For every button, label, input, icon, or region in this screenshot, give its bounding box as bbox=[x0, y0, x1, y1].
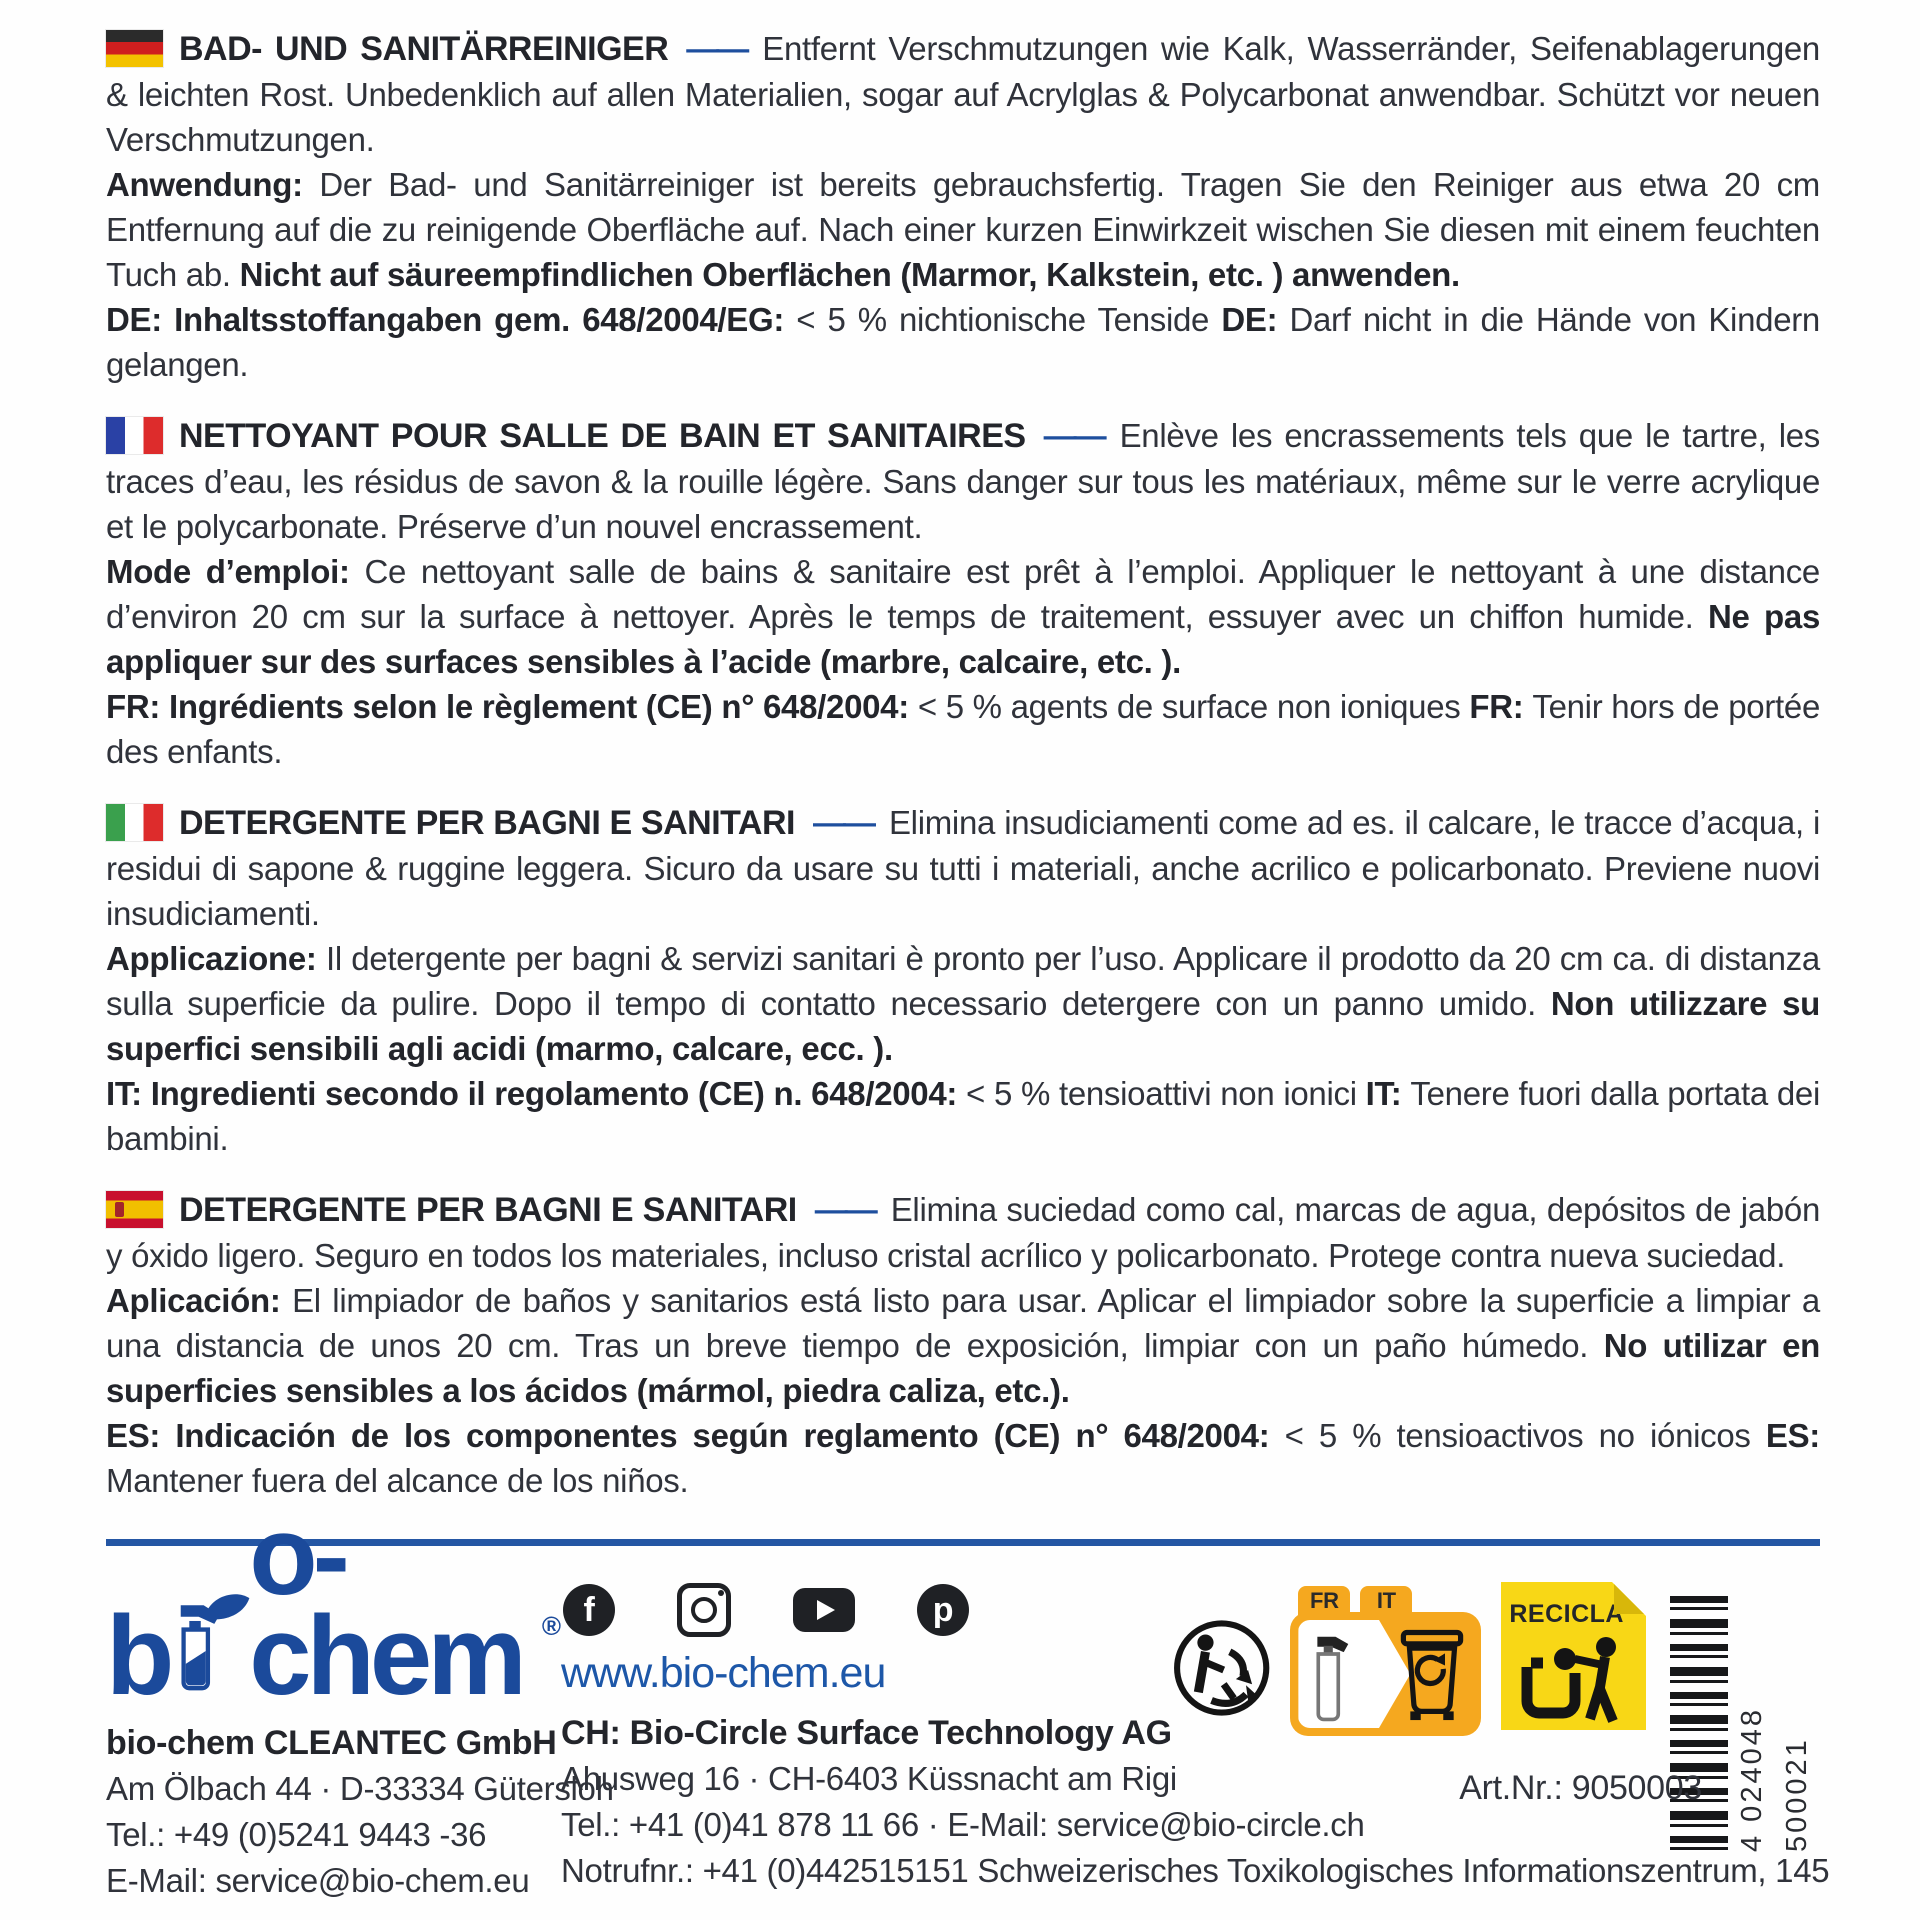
wheelie-bin-icon bbox=[1393, 1626, 1471, 1724]
paragraph bbox=[106, 1071, 1820, 1161]
instagram-icon[interactable] bbox=[677, 1583, 731, 1637]
pinterest-glyph: p bbox=[932, 1590, 954, 1629]
text-segment: FR: Ingrédients selon le règlement (CE) n° 648/2004: bbox=[106, 688, 918, 725]
biochem-logo bbox=[106, 1493, 561, 1718]
logo-text-left: b bbox=[106, 1593, 170, 1718]
facebook-icon[interactable] bbox=[563, 1584, 615, 1636]
sort-tab-it: IT bbox=[1360, 1586, 1412, 1620]
company-name-ch: CH: Bio-Circle Surface Technology AG bbox=[561, 1714, 1172, 1752]
social-icons-row bbox=[563, 1582, 1171, 1638]
section-title: BAD- UND SANITÄRREINIGER bbox=[179, 30, 669, 68]
de-flag-icon bbox=[106, 30, 163, 67]
paragraph bbox=[106, 26, 1820, 162]
paragraph bbox=[106, 684, 1820, 774]
dash-separator: —— bbox=[1043, 417, 1104, 454]
website-link[interactable]: www.bio-chem.eu bbox=[561, 1649, 886, 1697]
sections bbox=[106, 26, 1820, 1503]
section-title: NETTOYANT POUR SALLE DE BAIN ET SANITAIRES bbox=[179, 417, 1026, 455]
triman-recycling-icon bbox=[1171, 1616, 1272, 1720]
text-segment: Enlève les encrassements tels que le tartre, les traces d’eau, les résidus de savon & la rouille légère. Sans danger sur tous les matériaux, même sur le verre acrylique et le polycarbonate. Préserve d’un nouvel encrassement. bbox=[106, 417, 1820, 545]
es-flag-icon bbox=[106, 1191, 163, 1228]
company-email-de: E-Mail: service@bio-chem.eu bbox=[106, 1862, 530, 1899]
logo-text-right: o-chem bbox=[249, 1493, 522, 1718]
footer-company-de-block bbox=[106, 1493, 614, 1904]
text-segment: < 5 % tensioactivos no iónicos bbox=[1284, 1417, 1766, 1454]
spray-bottle-outline-icon bbox=[1308, 1624, 1354, 1724]
text-segment: Anwendung: bbox=[106, 166, 320, 203]
language-section-de bbox=[106, 26, 1820, 387]
dash-separator: —— bbox=[814, 1191, 875, 1228]
text-segment: < 5 % agents de surface non ioniques bbox=[917, 688, 1470, 725]
text-segment: IT: bbox=[1365, 1075, 1411, 1112]
text-segment: < 5 % tensioattivi non ionici bbox=[966, 1075, 1366, 1112]
fr-flag-icon bbox=[106, 417, 163, 454]
language-section-it bbox=[106, 800, 1820, 1161]
text-segment: Mantener fuera del alcance de los niños. bbox=[106, 1462, 689, 1499]
text-segment: IT: Ingredienti secondo il regolamento (CE) n. 648/2004: bbox=[106, 1075, 967, 1112]
paragraph bbox=[106, 1413, 1820, 1503]
text-segment: Der Bad- und Sanitärreiniger ist bereits gebrauchsfertig. Tragen Sie den Reiniger aus etwa 20 cm Entfernung auf die zu reinigende Oberfläche auf. Nach einer kurzen Einwirkzeit wischen Sie diesen mit einem feuchten Tuch ab. bbox=[106, 166, 1820, 293]
emergency-number: Notrufnr.: +41 (0)442515151 Schweizerisches Toxikologisches Informationszentrum, 145 bbox=[561, 1852, 1830, 1889]
recicla-label: RECICLA bbox=[1509, 1600, 1624, 1628]
language-section-es bbox=[106, 1187, 1820, 1503]
text-segment: ES: Indicación de los componentes según reglamento (CE) n° 648/2004: bbox=[106, 1417, 1285, 1454]
youtube-icon[interactable] bbox=[793, 1588, 855, 1632]
recycling-icons-row bbox=[1171, 1582, 1646, 1736]
language-section-fr bbox=[106, 413, 1820, 774]
text-segment: Mode d’emploi: bbox=[106, 553, 365, 590]
footer bbox=[106, 1493, 1830, 1904]
sort-tab-fr: FR bbox=[1298, 1586, 1350, 1620]
text-segment: ES: bbox=[1765, 1417, 1821, 1454]
text-segment: DE: bbox=[1221, 301, 1290, 338]
pinterest-icon[interactable] bbox=[917, 1584, 969, 1636]
text-segment: Darf nicht in die Hände von Kindern gelangen. bbox=[106, 301, 1820, 383]
recicla-icon bbox=[1501, 1582, 1646, 1730]
spray-bottle-leaf-icon bbox=[165, 1576, 251, 1706]
text-segment: No utilizar en superficies sensibles a los ácidos (mármol, piedra caliza, etc.). bbox=[106, 1327, 1820, 1409]
text-segment: Ce nettoyant salle de bains & sanitaire est prêt à l’emploi. Appliquer le nettoyant à une distance d’environ 20 cm sur la surface à nettoyer. Après le temps de traitement, essuyer avec un chiffon humide. bbox=[106, 553, 1820, 635]
section-title: DETERGENTE PER BAGNI E SANITARI bbox=[179, 804, 795, 842]
paragraph bbox=[106, 162, 1820, 297]
text-segment: Tenere fuori dalla portata dei bambini. bbox=[106, 1075, 1820, 1157]
company-tel-de: Tel.: +49 (0)5241 9443 -36 bbox=[106, 1816, 487, 1853]
text-segment: Non utilizzare su superfici sensibili agli acidi (marmo, calcare, ecc. ). bbox=[106, 985, 1820, 1067]
text-segment: El limpiador de baños y sanitarios está listo para usar. Aplicar el limpiador sobre la superficie a limpiar a una distancia de unos 20 cm. Tras un breve tiempo de exposición, limpiar con un paño húmedo. bbox=[106, 1282, 1820, 1364]
tidyman-icon bbox=[1509, 1637, 1637, 1730]
company-tel-email-ch: Tel.: +41 (0)41 878 11 66 · E-Mail: service@bio-circle.ch bbox=[561, 1806, 1365, 1843]
text-segment: Il detergente per bagni & servizi sanitari è pronto per l’uso. Applicare il prodotto da 20 cm ca. di distanza sulla superficie da pulire. Dopo il tempo di contatto necessario detergere con un panno umido. bbox=[106, 940, 1820, 1022]
text-segment: Aplicación: bbox=[106, 1282, 293, 1319]
text-segment: Tenir hors de portée des enfants. bbox=[106, 688, 1820, 770]
company-name-de: bio-chem CLEANTEC GmbH bbox=[106, 1724, 557, 1762]
text-segment: Elimina suciedad como cal, marcas de agua, depósitos de jabón y óxido ligero. Seguro en todos los materiales, incluso cristal acrílico y policarbonato. Protege contra nueva suciedad. bbox=[106, 1191, 1821, 1274]
it-flag-icon bbox=[106, 804, 163, 841]
text-segment: Elimina insudiciamenti come ad es. il calcare, le tracce d’acqua, i residui di sapone & ruggine leggera. Sicuro da usare su tutti i materiali, anche acrilico e policarbonato. Previene nuovi insudiciamenti. bbox=[106, 804, 1821, 932]
paragraph bbox=[106, 1278, 1820, 1413]
facebook-glyph: f bbox=[583, 1590, 595, 1629]
registered-mark: ® bbox=[541, 1611, 561, 1641]
text-segment: FR: bbox=[1469, 688, 1533, 725]
text-segment: Ne pas appliquer sur des surfaces sensibles à l’acide (marbre, calcaire, etc. ). bbox=[106, 598, 1821, 680]
company-address-ch: Ahusweg 16 · CH-6403 Küssnacht am Rigi bbox=[561, 1760, 1177, 1797]
company-address-de: Am Ölbach 44 · D-33334 Gütersloh bbox=[106, 1770, 614, 1807]
dash-separator: —— bbox=[812, 804, 873, 841]
barcode-number: 4 024048 500021 bbox=[1736, 1707, 1813, 1852]
text-segment: Nicht auf säureempfindlichen Oberflächen (Marmor, Kalkstein, etc. ) anwenden. bbox=[239, 256, 1460, 293]
barcode-icon bbox=[1670, 1596, 1728, 1852]
article-number: Art.Nr.: 9050003 bbox=[1459, 1769, 1702, 1807]
es-flag-emblem bbox=[115, 1202, 124, 1217]
paragraph bbox=[106, 413, 1820, 549]
recycling-icons-block bbox=[1171, 1576, 1702, 1811]
paragraph bbox=[106, 800, 1820, 936]
paragraph bbox=[106, 936, 1820, 1071]
section-title: DETERGENTE PER BAGNI E SANITARI bbox=[179, 1191, 797, 1229]
text-segment: < 5 % nichtionische Tenside bbox=[796, 301, 1222, 338]
text-segment: Entfernt Verschmutzungen wie Kalk, Wasserränder, Seifenablagerungen & leichten Rost. Unbedenklich auf allen Materialien, sogar auf Acrylglas & Polycarbonat anwendbar. Schützt vor neuen Verschmutzungen. bbox=[106, 30, 1820, 158]
text-segment: DE: Inhaltsstoffangaben gem. 648/2004/EG: bbox=[106, 301, 797, 338]
text-segment: Applicazione: bbox=[106, 940, 326, 977]
dash-separator: —— bbox=[686, 30, 747, 67]
sorting-instruction-icon bbox=[1290, 1588, 1481, 1736]
paragraph bbox=[106, 297, 1820, 387]
paragraph bbox=[106, 1187, 1820, 1278]
paragraph bbox=[106, 549, 1820, 684]
